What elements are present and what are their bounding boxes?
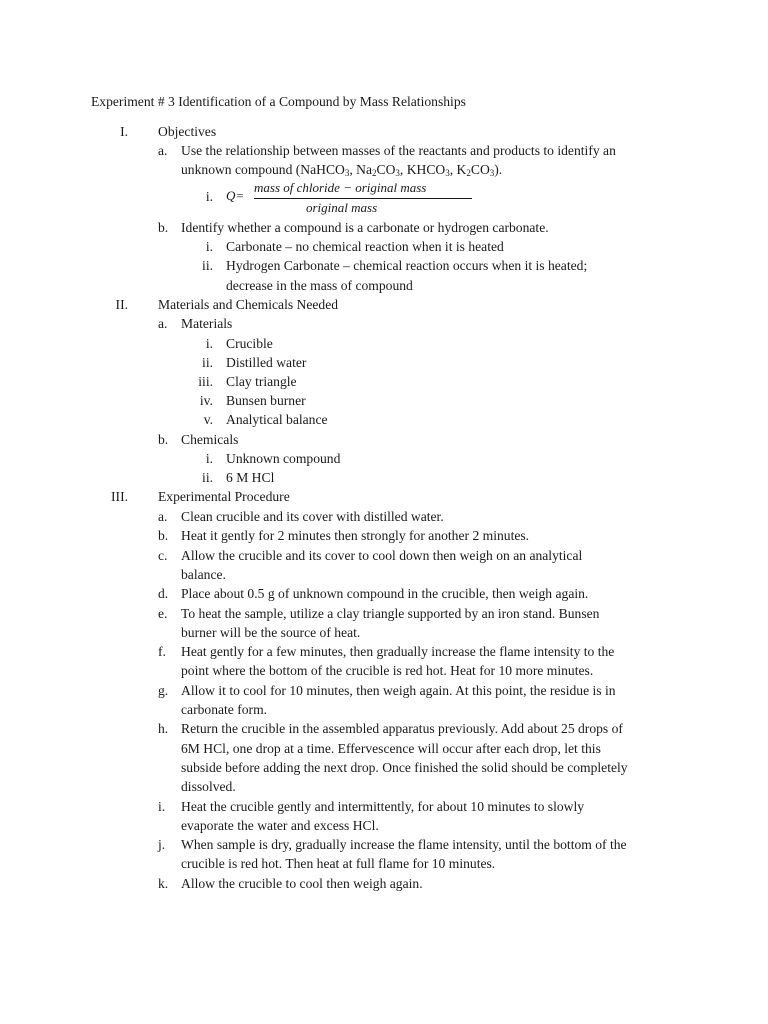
formula-numerator: mass of chloride − original mass [254, 180, 427, 195]
material-1-marker: i. [205, 336, 213, 351]
section-2-number: II. [115, 297, 128, 312]
formula-lhs: Q= [226, 188, 245, 203]
material-1-text: Crucible [226, 336, 273, 351]
chemicals-heading: Chemicals [181, 432, 239, 447]
objective-b-item-1-text: Carbonate – no chemical reaction when it is heated [226, 239, 504, 254]
procedure-step-10-line-1: When sample is dry, gradually increase the flame intensity, until the bottom of the [181, 837, 627, 853]
procedure-step-2-marker: b. [158, 528, 169, 544]
procedure-step-1-line-1: Clean crucible and its cover with distilled water. [181, 509, 444, 524]
section-3-title: Experimental Procedure [158, 489, 290, 504]
objective-b-item-2-marker: ii. [202, 258, 213, 273]
objective-b-marker: b. [158, 220, 169, 235]
procedure-step-7-line-1: Allow it to cool for 10 minutes, then weigh again. At this point, the residue is in [181, 682, 616, 698]
procedure-step-1-marker: a. [158, 509, 168, 524]
procedure-step-10-marker: j. [158, 837, 166, 853]
procedure-step-9-line-2: evaporate the water and excess HCl. [181, 817, 379, 833]
procedure-step-3-line-2: balance. [181, 566, 226, 582]
chemicals-marker: b. [158, 432, 169, 447]
procedure-step-8-marker: h. [158, 721, 169, 737]
procedure-step-8-line-1: Return the crucible in the assembled apparatus previously. Add about 25 drops of [181, 721, 623, 737]
material-5-marker: v. [203, 412, 213, 427]
objective-b-item-2-line-1: Hydrogen Carbonate – chemical reaction occurs when it is heated; [226, 258, 588, 273]
objective-a-marker: a. [158, 143, 168, 158]
section-1-number: I. [120, 124, 128, 139]
material-4-marker: iv. [199, 393, 213, 408]
section-1-title: Objectives [158, 124, 217, 139]
procedure-step-7-line-2: carbonate form. [181, 702, 268, 717]
procedure-step-6-marker: f. [158, 644, 166, 660]
document-title: Experiment # 3 Identification of a Compound by Mass Relationships [91, 94, 466, 109]
procedure-step-3-marker: c. [158, 547, 168, 563]
procedure-step-10-line-2: crucible is red hot. Then heat at full flame for 10 minutes. [181, 856, 496, 872]
procedure-step-3-line-1: Allow the crucible and its cover to cool down then weigh on an analytical [181, 547, 583, 563]
objective-b-text: Identify whether a compound is a carbonate or hydrogen carbonate. [181, 220, 549, 235]
procedure-step-5-line-2: burner will be the source of heat. [181, 624, 361, 640]
section-3-number: III. [111, 489, 128, 504]
procedure-step-6-line-1: Heat gently for a few minutes, then gradually increase the flame intensity to the [181, 644, 615, 660]
material-2-text: Distilled water [226, 355, 307, 370]
material-3-marker: iii. [198, 374, 213, 389]
material-3-text: Clay triangle [226, 374, 297, 389]
procedure-step-2-line-1: Heat it gently for 2 minutes then strongly for another 2 minutes. [181, 528, 530, 544]
procedure-step-6-line-2: point where the bottom of the crucible is red hot. Heat for 10 more minutes. [181, 663, 594, 679]
procedure-step-8-line-2: 6M HCl, one drop at a time. Effervescence will occur after each drop, let this [181, 740, 601, 756]
objective-b-item-1-marker: i. [205, 239, 213, 254]
procedure-step-8-line-3: subside before adding the next drop. Once finished the solid should be completely [181, 759, 628, 775]
objective-b-item-2-line-2: decrease in the mass of compound [226, 278, 413, 293]
material-5-text: Analytical balance [226, 412, 328, 427]
procedure-step-4-line-1: Place about 0.5 g of unknown compound in the crucible, then weigh again. [181, 586, 589, 602]
chemical-2-marker: ii. [202, 470, 213, 485]
procedure-step-9-line-1: Heat the crucible gently and intermittently, for about 10 minutes to slowly [181, 798, 585, 814]
fraction-bar [254, 198, 472, 199]
objective-a-line-1: Use the relationship between masses of the reactants and products to identify an [181, 143, 616, 158]
chemical-1-marker: i. [205, 451, 213, 466]
material-2-marker: ii. [202, 355, 213, 370]
formula-marker: i. [205, 189, 213, 204]
chemical-1-text: Unknown compound [226, 451, 341, 466]
procedure-step-5-line-1: To heat the sample, utilize a clay triangle supported by an iron stand. Bunsen [181, 605, 600, 621]
procedure-step-9-marker: i. [158, 798, 166, 814]
procedure-step-11-line-1: Allow the crucible to cool then weigh again. [181, 875, 423, 891]
section-2-title: Materials and Chemicals Needed [158, 297, 339, 312]
procedure-step-5-marker: e. [158, 605, 168, 621]
procedure-step-11-marker: k. [158, 875, 169, 891]
procedure-step-8-line-4: dissolved. [181, 779, 236, 795]
material-4-text: Bunsen burner [226, 393, 306, 408]
formula-denominator: original mass [306, 200, 378, 215]
objective-a-line-2: unknown compound (NaHCO$_3$, $Na_2CO_3$, $KHCO_3$, $K_2CO_3$). [181, 162, 503, 178]
chemical-2-text: 6 M HCl [226, 470, 275, 485]
procedure-step-7-marker: g. [158, 682, 169, 698]
materials-marker: a. [158, 316, 168, 331]
procedure-step-4-marker: d. [158, 586, 169, 602]
materials-heading: Materials [181, 316, 233, 331]
